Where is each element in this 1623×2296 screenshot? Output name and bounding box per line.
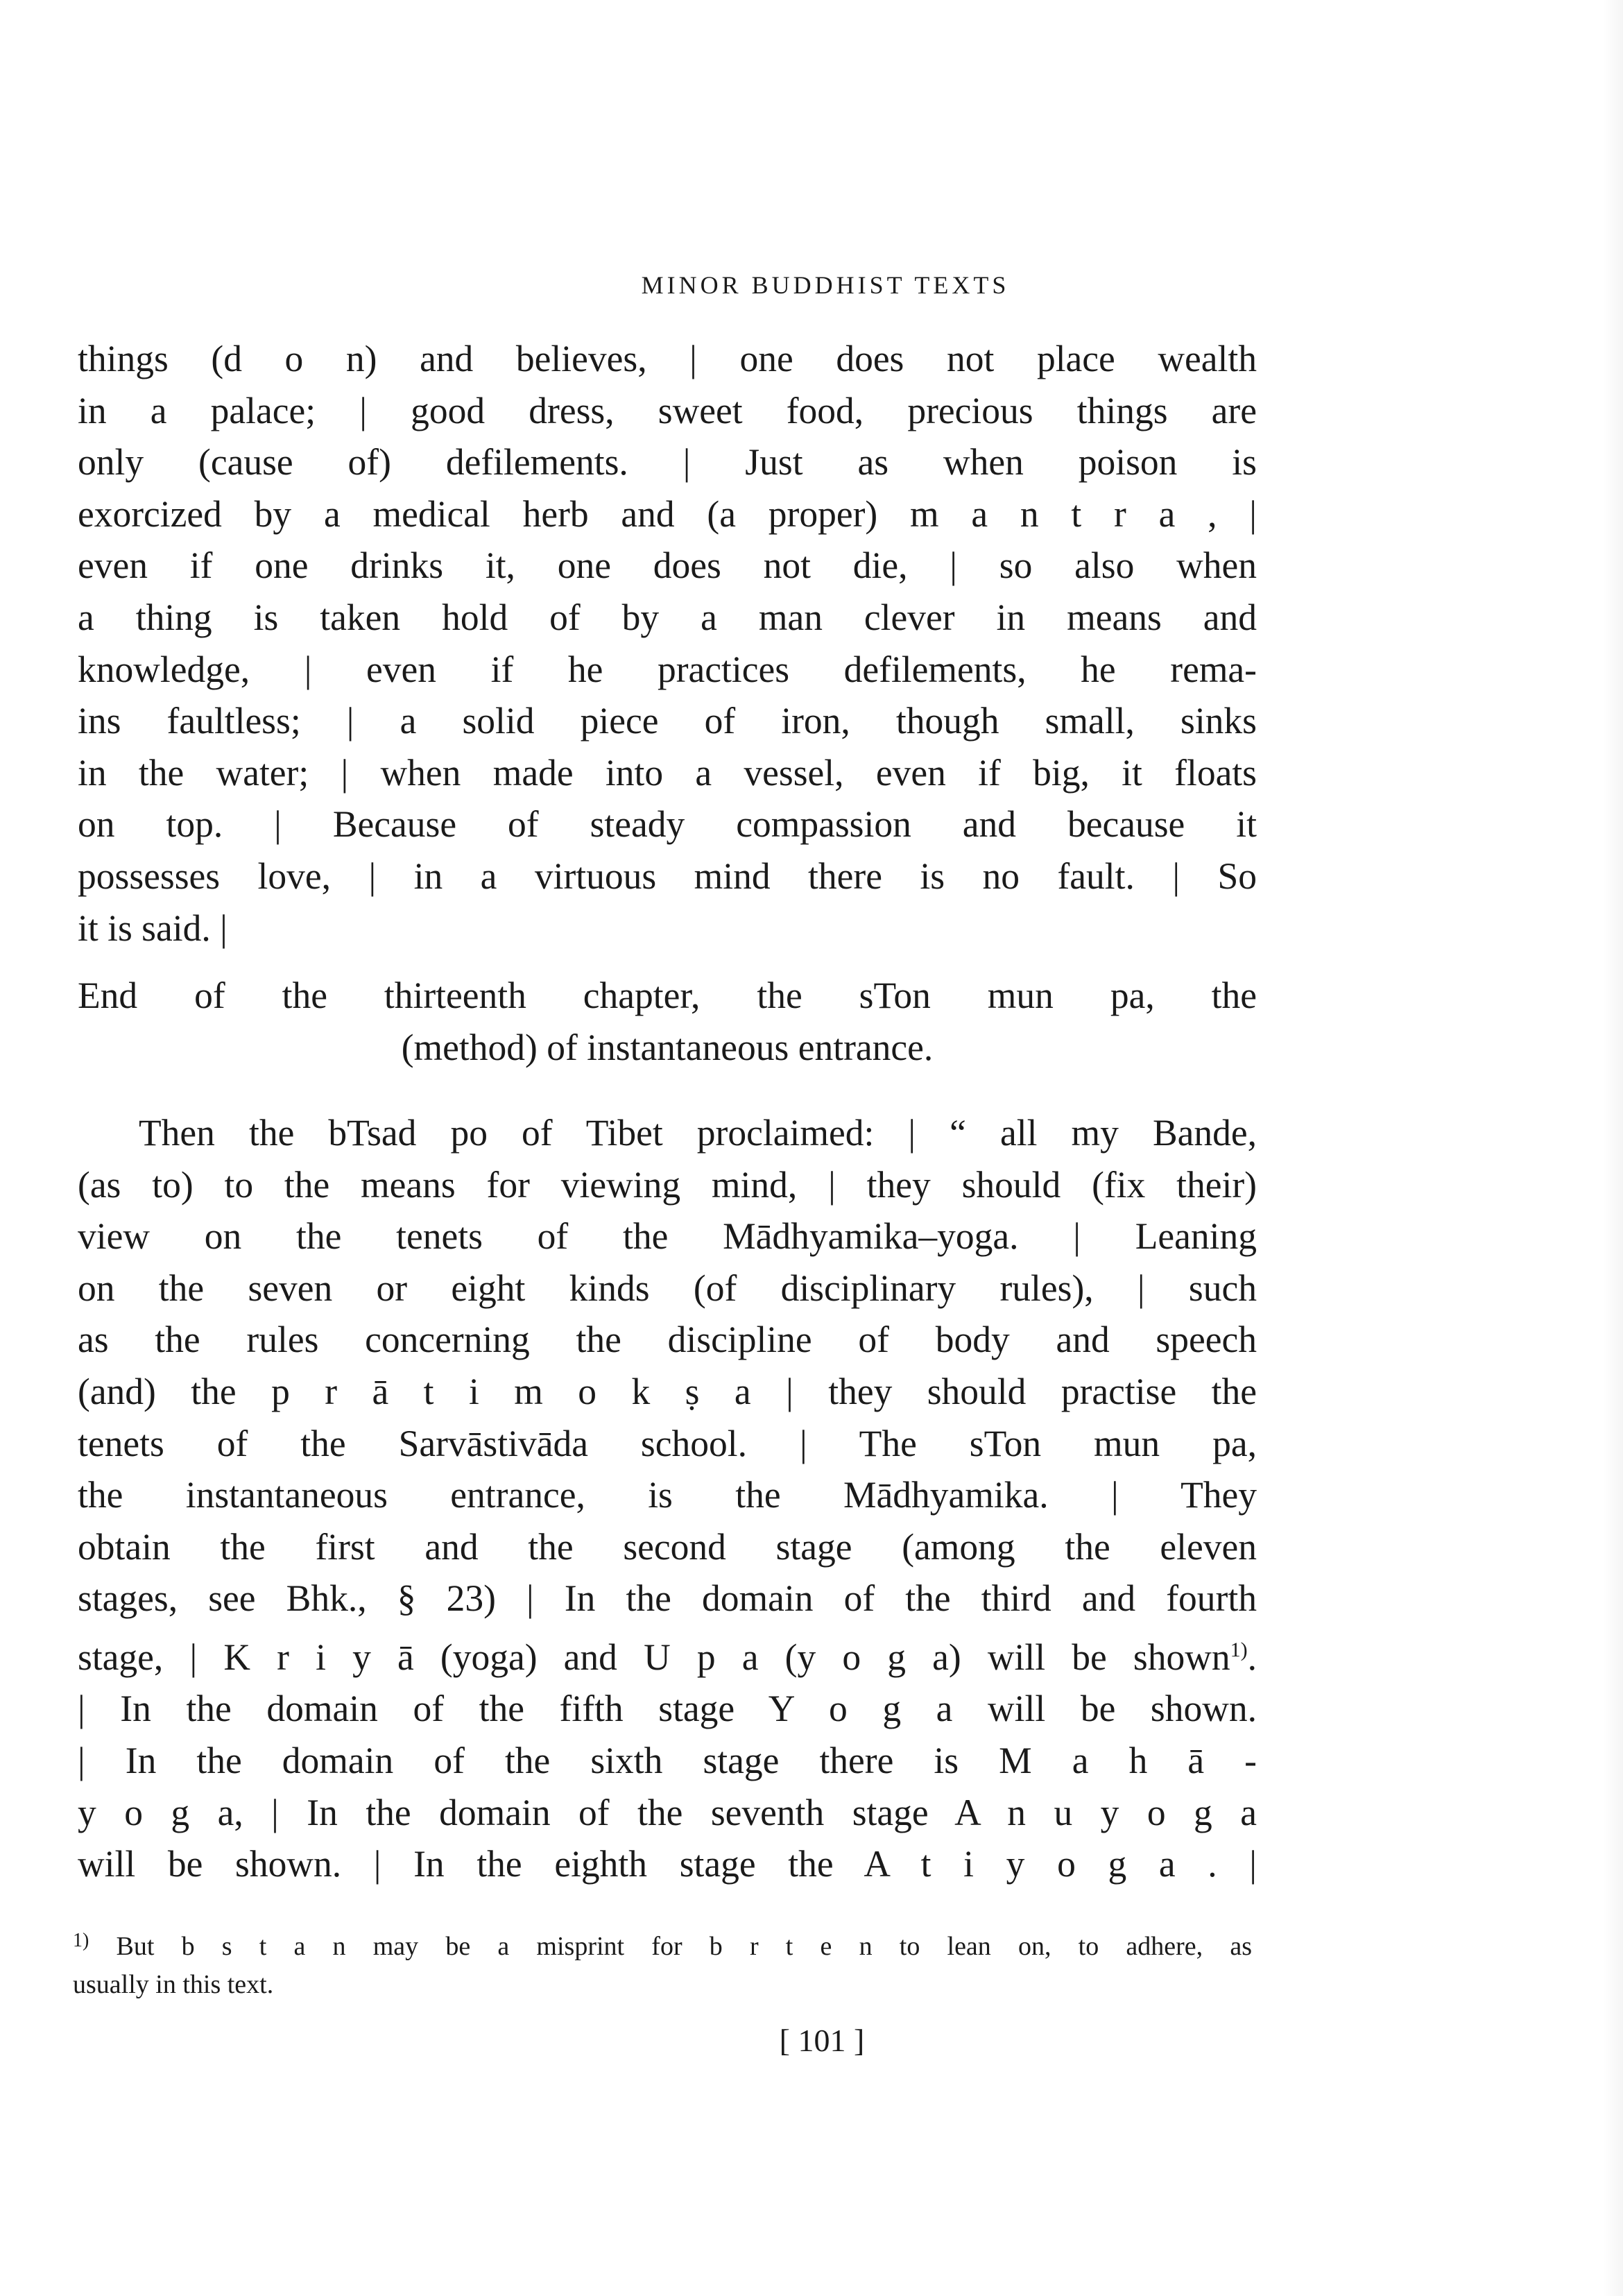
text-line: in a palace; | good dress, sweet food, precious things are — [78, 389, 1257, 431]
text-line-content: stage, | K r i y ā (yoga) and U p a (y o g a) will be shown — [78, 1636, 1230, 1678]
text-line: possesses love, | in a virtuous mind there is no fault. | So — [78, 855, 1257, 897]
text-line: tenets of the Sarvāstivāda school. | The sTon mun pa, — [78, 1422, 1257, 1464]
text-line: on the seven or eight kinds (of disciplinary rules), | such — [78, 1267, 1257, 1309]
text-line: on top. | Because of steady compassion and because it — [78, 803, 1257, 846]
text-line: the instantaneous entrance, is the Mādhyamika. | They — [78, 1474, 1257, 1516]
footnote — [73, 1921, 1252, 2004]
text-line: y o g a, | In the domain of the seventh stage A n u y o g a — [78, 1791, 1257, 1833]
text-line: in the water; | when made into a vessel, even if big, it floats — [78, 751, 1257, 794]
text-line: knowledge, | even if he practices defilements, he rema- — [78, 648, 1257, 690]
text-line: only (cause of) defilements. | Just as when poison is — [78, 441, 1257, 483]
text-line-with-footnote — [78, 1625, 1257, 1683]
text-line: as the rules concerning the discipline of body and speech — [78, 1319, 1257, 1361]
footnote-reference-period: . — [1247, 1636, 1257, 1678]
text-line: (and) the p r ā t i m o k ṣ a | they should practise the — [78, 1370, 1257, 1412]
text-line: it is said. | — [78, 907, 227, 949]
footnote-line: usually in this text. — [73, 1970, 274, 1999]
text-line: ins faultless; | a solid piece of iron, though small, sinks — [78, 700, 1257, 742]
text-line: a thing is taken hold of by a man clever in means and — [78, 596, 1257, 638]
text-line: will be shown. | In the eighth stage the A t i y o g a . | — [78, 1843, 1257, 1885]
text-line: even if one drinks it, one does not die, | so also when — [78, 545, 1257, 587]
paragraph-2 — [78, 1107, 1257, 1890]
text-line: | In the domain of the sixth stage there is M a h ā - — [78, 1739, 1257, 1781]
footnote-mark: 1) — [73, 1930, 89, 1951]
text-line: Then the bTsad po of Tibet proclaimed: | “ all my Bande, — [139, 1112, 1257, 1154]
chapter-end-line: End of the thirteenth chapter, the sTon mun pa, the — [78, 975, 1257, 1016]
text-line: things (d o n) and believes, | one does not place wealth — [78, 338, 1257, 379]
chapter-end-line: (method) of instantaneous entrance. — [401, 1026, 934, 1068]
chapter-end — [78, 970, 1257, 1073]
text-line: | In the domain of the fifth stage Y o g a will be shown. — [78, 1688, 1257, 1730]
text-line: view on the tenets of the Mādhyamika–yoga. | Leaning — [78, 1215, 1257, 1258]
text-line: (as to) to the means for viewing mind, | they should (fix their) — [78, 1163, 1257, 1206]
text-line: stages, see Bhk., § 23) | In the domain of the third and fourth — [78, 1577, 1257, 1620]
footnote-line — [73, 1921, 1252, 1966]
paragraph-1 — [78, 333, 1257, 954]
text-line: exorcized by a medical herb and (a proper) m a n t r a , | — [78, 492, 1257, 535]
running-head: MINOR BUDDHIST TEXTS — [641, 271, 1010, 299]
footnote-text: But b s t a n may be a misprint for b r t e n to lean on, to adhere, as — [116, 1932, 1252, 1961]
page-edge-shadow — [1602, 0, 1623, 2296]
page-number: [ 101 ] — [779, 2023, 865, 2058]
text-line: obtain the first and the second stage (among the eleven — [78, 1525, 1257, 1568]
footnote-reference: 1) — [1230, 1638, 1248, 1661]
